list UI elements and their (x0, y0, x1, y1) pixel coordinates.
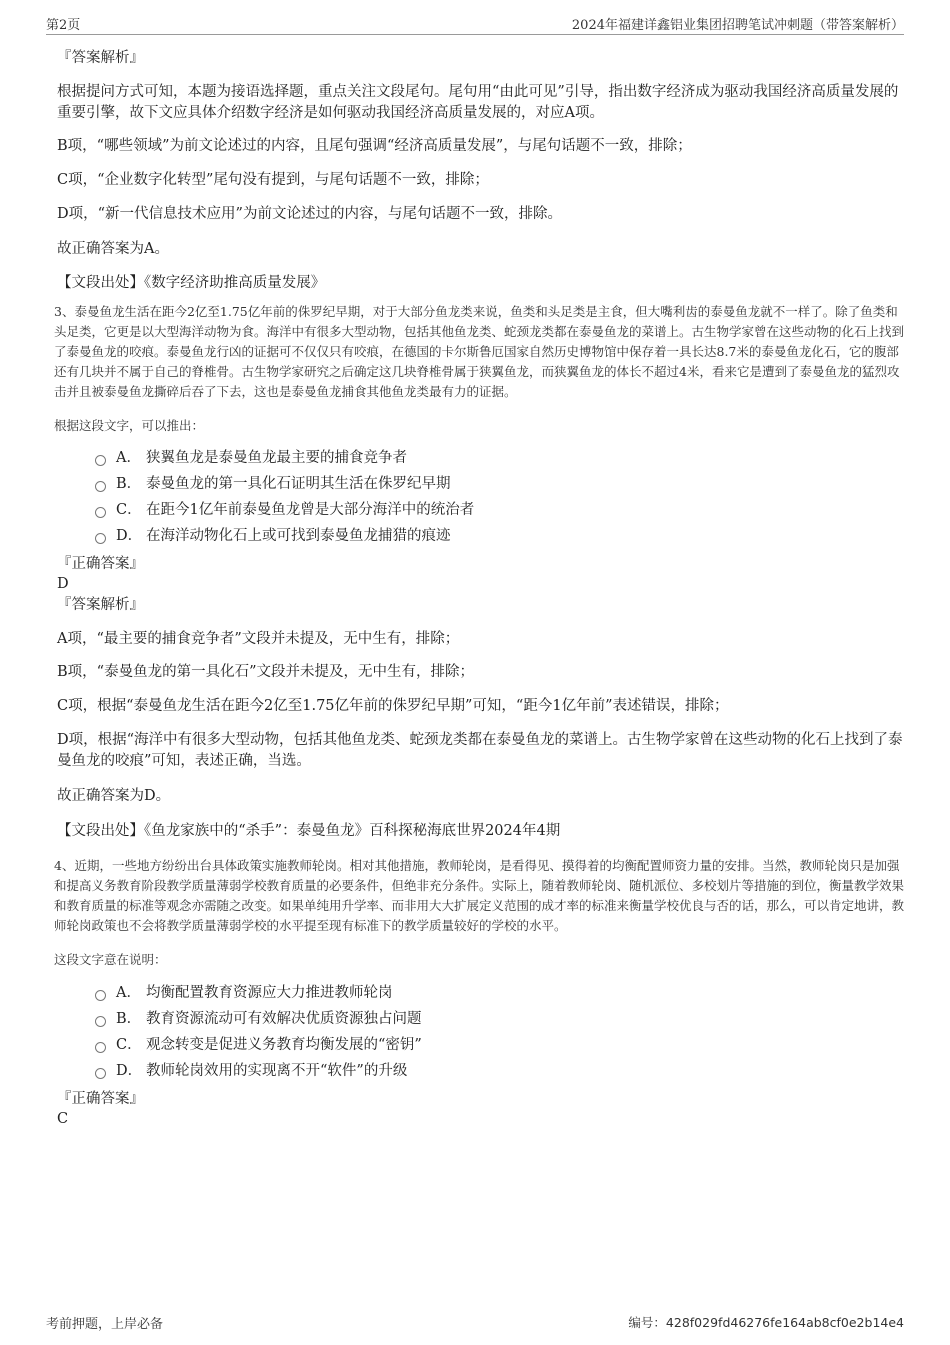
option-d[interactable]: D． 教师轮岗效用的实现离不开“软件”的升级 (95, 1058, 907, 1084)
source-citation: 【文段出处】《鱼龙家族中的“杀手”：泰曼鱼龙》百科探秘海底世界2024年4期 (57, 823, 561, 839)
analysis-paragraph: D项，“新一代信息技术应用”为前文论述过的内容，与尾句话题不一致，排除。 (57, 206, 562, 222)
option-list (95, 980, 907, 1084)
radio-icon[interactable] (95, 1042, 106, 1053)
page-content (54, 46, 907, 1129)
radio-icon[interactable] (95, 481, 106, 492)
question-stem: 3、泰曼鱼龙生活在距今2亿至1.75亿年前的侏罗纪早期，对于大部分鱼龙类来说，鱼类和头足类是主食，但大嘴利齿的泰曼鱼龙就不一样了。除了鱼类和头足类，它更是以大型海洋动物为食。海洋中有很多大型动物，包括其他鱼龙类、蛇颈龙类都在泰曼鱼龙的菜谱上。古生物学家曾在这些动物的化石上找到了泰曼鱼龙的咬痕。泰曼鱼龙行凶的证据可不仅仅只有咬痕，在德国的卡尔斯鲁厄国家自然历史博物馆中保存着一具长达8.7米的泰曼鱼龙化石，它的腹部还有几块并不属于自己的脊椎骨。古生物学家研究之后确定这几块脊椎骨属于狭翼鱼龙，而狭翼鱼龙的体长不超过4米，看来它是遭到了泰曼鱼龙的猛烈攻击并且被泰曼鱼龙撕碎后吞了下去，这也是泰曼鱼龙捕食其他鱼龙类最有力的证据。 (54, 304, 905, 399)
analysis-label: 『答案解析』 (57, 597, 144, 613)
option-b[interactable]: B． 泰曼鱼龙的第一具化石证明其生活在侏罗纪早期 (95, 471, 907, 497)
question-prompt: 根据这段文字，可以推出： (54, 418, 205, 433)
option-d[interactable]: D． 在海洋动物化石上或可找到泰曼鱼龙捕猎的痕迹 (95, 523, 907, 549)
option-a[interactable]: A． 均衡配置教育资源应大力推进教师轮岗 (95, 980, 907, 1006)
document-id: 编号：428f029fd46276fe164ab8cf0e2b14e4 (628, 1315, 904, 1330)
analysis-paragraph: C项，“企业数字化转型”尾句没有提到，与尾句话题不一致，排除； (57, 172, 489, 188)
option-b[interactable]: B． 教育资源流动可有效解决优质资源独占问题 (95, 1006, 907, 1032)
answer-label: 『正确答案』 (57, 1091, 144, 1107)
radio-icon[interactable] (95, 1068, 106, 1079)
radio-icon[interactable] (95, 455, 106, 466)
question-stem: 4、近期，一些地方纷纷出台具体政策实施教师轮岗。相对其他措施，教师轮岗，是看得见、摸得着的均衡配置师资力量的安排。当然，教师轮岗只是加强和提高义务教育阶段教学质量薄弱学校教育质量的必要条件，但绝非充分条件。实际上，随着教师轮岗、随机派位、多校划片等措施的到位，衡量教学效果和教育质量的标准等观念亦需随之改变。如果单纯用升学率、而非用大大扩展定义范围的成才率的标准来衡量学校优良与否的话，那么，可以肯定地讲，教师轮岗政策也不会将教学质量薄弱学校的水平提至现有标准下的教学质量较好的学校的水平。 (54, 858, 905, 933)
source-citation: 【文段出处】《数字经济助推高质量发展》 (57, 275, 326, 291)
radio-icon[interactable] (95, 507, 106, 518)
radio-icon[interactable] (95, 1016, 106, 1027)
analysis-paragraph: B项，“哪些领域”为前文论述过的内容，且尾句强调“经济高质量发展”，与尾句话题不一致，排除； (57, 138, 692, 154)
analysis-paragraph: B项，“泰曼鱼龙的第一具化石”文段并未提及，无中生有，排除； (57, 664, 474, 680)
conclusion: 故正确答案为D。 (57, 788, 171, 804)
analysis-paragraph: A项，“最主要的捕食竞争者”文段并未提及，无中生有，排除； (57, 631, 460, 647)
analysis-label: 『答案解析』 (57, 50, 144, 66)
question-prompt: 这段文字意在说明： (54, 952, 167, 967)
radio-icon[interactable] (95, 533, 106, 544)
radio-icon[interactable] (95, 990, 106, 1001)
analysis-paragraph: D项，根据“海洋中有很多大型动物，包括其他鱼龙类、蛇颈龙类都在泰曼鱼龙的菜谱上。古生物学家曾在这些动物的化石上找到了泰曼鱼龙的咬痕”可知，表述正确，当选。 (57, 732, 903, 769)
analysis-paragraph: 根据提问方式可知，本题为接语选择题，重点关注文段尾句。尾句用“由此可见”引导，指出数字经济成为驱动我国经济高质量发展的重要引擎，故下文应具体介绍数字经济是如何驱动我国经济高质量发展的，对应A项。 (57, 84, 899, 121)
page-number: 第2页 (46, 18, 81, 33)
footer-slogan: 考前押题，上岸必备 (46, 1317, 164, 1332)
option-a[interactable]: A． 狭翼鱼龙是泰曼鱼龙最主要的捕食竞争者 (95, 445, 907, 471)
document-title: 2024年福建详鑫铝业集团招聘笔试冲刺题（带答案解析） (571, 18, 904, 33)
page-header (46, 14, 904, 35)
answer-label: 『正确答案』 (57, 556, 144, 572)
option-c[interactable]: C． 观念转变是促进义务教育均衡发展的“密钥” (95, 1032, 907, 1058)
analysis-paragraph: C项，根据“泰曼鱼龙生活在距今2亿至1.75亿年前的侏罗纪早期”可知，“距今1亿年前”表述错误，排除； (57, 698, 729, 714)
conclusion: 故正确答案为A。 (57, 241, 169, 257)
option-list (95, 445, 907, 549)
option-c[interactable]: C． 在距今1亿年前泰曼鱼龙曾是大部分海洋中的统治者 (95, 497, 907, 523)
answer-value: C (57, 1111, 69, 1127)
answer-value: D (57, 576, 69, 592)
